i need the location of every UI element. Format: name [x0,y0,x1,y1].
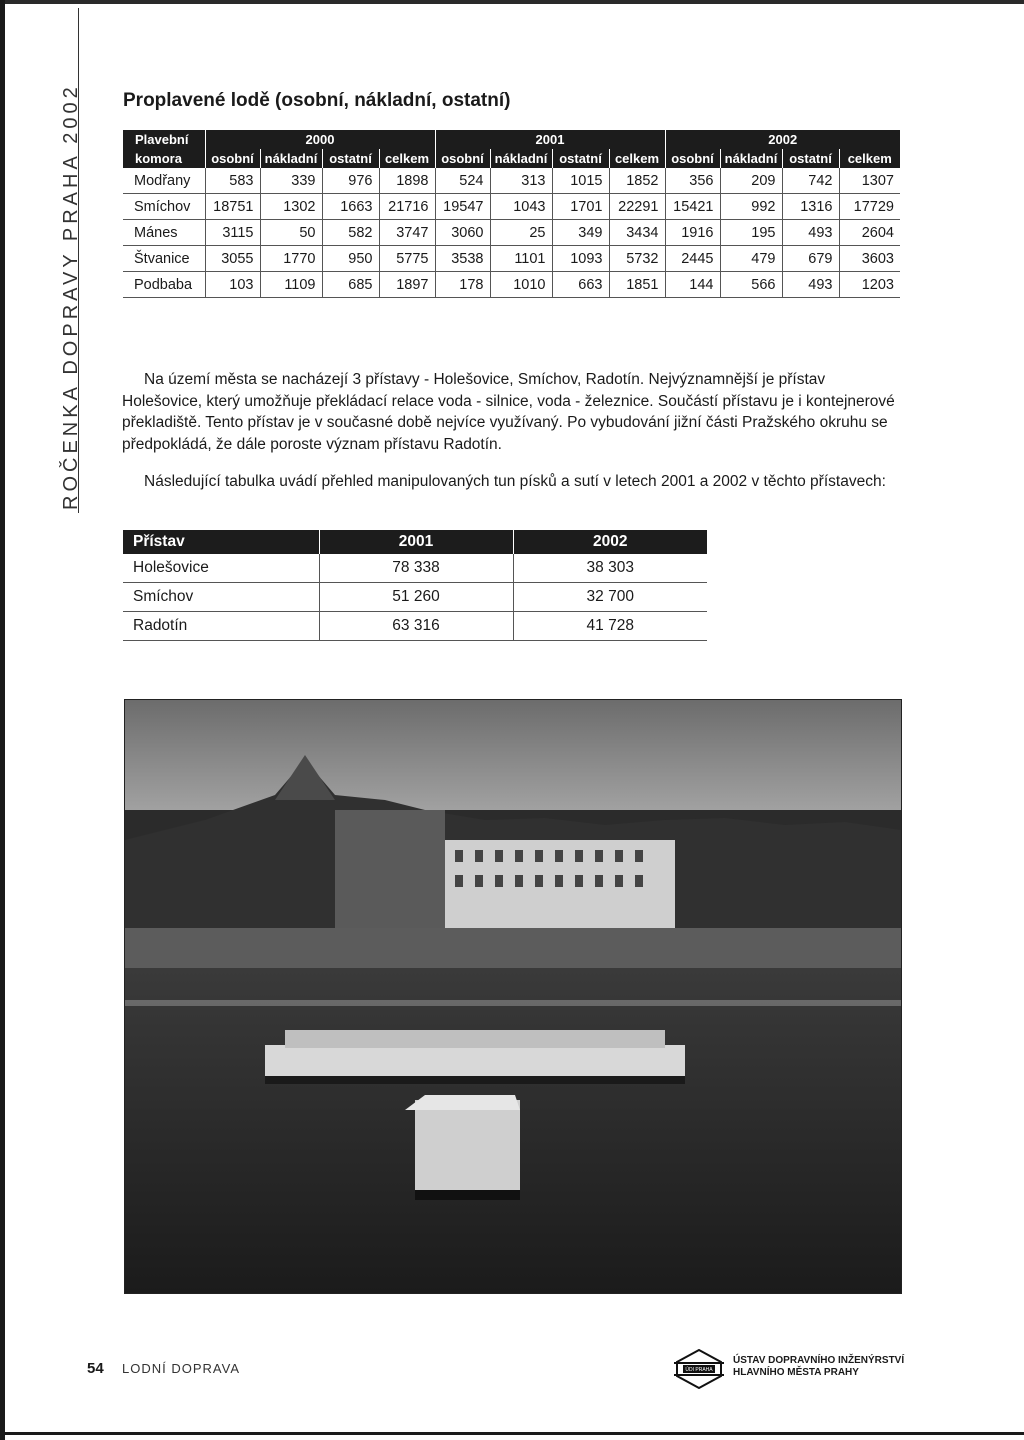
ports-header-row [123,530,707,554]
column-header: osobní [205,149,260,168]
column-header: celkem [609,149,665,168]
port-name: Smíchov [123,583,319,612]
bottom-rule [0,1432,1024,1435]
table-cell: 1010 [490,272,552,298]
table-cell: 178 [435,272,490,298]
year-header: 2000 [205,130,435,149]
ships-table [123,130,900,298]
table-cell: 1109 [260,272,322,298]
udi-logo-icon [674,1349,724,1389]
port-name: Holešovice [123,554,319,583]
table-cell: 209 [720,168,782,194]
organization-name [733,1355,904,1379]
row-label: Štvanice [123,246,205,272]
table-cell: 3115 [205,220,260,246]
table-cell: 1302 [260,194,322,220]
section-name: LODNÍ DOPRAVA [122,1361,240,1376]
table-cell: 5775 [379,246,435,272]
column-header: 2001 [319,530,513,554]
table-cell: 3603 [839,246,900,272]
table-cell: 1101 [490,246,552,272]
table-cell: 976 [322,168,379,194]
svg-text:ÚDI PRAHA: ÚDI PRAHA [685,1367,713,1373]
table-cell: 583 [205,168,260,194]
year-header: 2002 [665,130,900,149]
table-row [123,583,707,612]
column-header: nákladní [260,149,322,168]
table-cell: 51 260 [319,583,513,612]
column-header: nákladní [490,149,552,168]
table-cell: 32 700 [513,583,707,612]
table-cell: 685 [322,272,379,298]
column-header: osobní [435,149,490,168]
column-header: Přístav [123,530,319,554]
left-edge [0,0,5,1440]
port-name: Radotín [123,612,319,641]
row-label: Smíchov [123,194,205,220]
column-header: celkem [379,149,435,168]
column-header: ostatní [552,149,609,168]
table-cell: 566 [720,272,782,298]
table-cell: 1307 [839,168,900,194]
table-row [123,554,707,583]
table-cell: 742 [782,168,839,194]
table-cell: 144 [665,272,720,298]
table-cell: 19547 [435,194,490,220]
column-header: osobní [665,149,720,168]
org-line-2: HLAVNÍHO MĚSTA PRAHY [733,1367,859,1378]
table-cell: 663 [552,272,609,298]
table-cell: 313 [490,168,552,194]
table-row [123,246,900,272]
table-cell: 3060 [435,220,490,246]
table-cell: 3538 [435,246,490,272]
table-cell: 2604 [839,220,900,246]
table-cell: 18751 [205,194,260,220]
table-cell: 38 303 [513,554,707,583]
table-cell: 50 [260,220,322,246]
table-cell: 195 [720,220,782,246]
table-cell: 1203 [839,272,900,298]
table-cell: 479 [720,246,782,272]
row-label: Modřany [123,168,205,194]
ports-table [123,530,707,641]
table-cell: 3434 [609,220,665,246]
column-header-row [123,149,900,168]
table-cell: 1015 [552,168,609,194]
table-cell: 339 [260,168,322,194]
table-cell: 950 [322,246,379,272]
table-cell: 1897 [379,272,435,298]
table-cell: 41 728 [513,612,707,641]
table-cell: 3747 [379,220,435,246]
table-cell: 22291 [609,194,665,220]
table-cell: 2445 [665,246,720,272]
column-header: nákladní [720,149,782,168]
table-cell: 1898 [379,168,435,194]
table-row [123,194,900,220]
org-line-1: ÚSTAV DOPRAVNÍHO INŽENÝRSTVÍ [733,1355,905,1366]
table-cell: 1701 [552,194,609,220]
table-cell: 21716 [379,194,435,220]
row-label: Podbaba [123,272,205,298]
table-row [123,612,707,641]
paragraph-ports: Na území města se nacházejí 3 přístavy - Holešovice, Smíchov, Radotín. Nejvýznamnější je přístav Holešovice, který umožňuje překládací relace voda - silnice, voda - železnice. Součástí přístavu je i kontejnerové překladiště. Tento přístav je v současné době nejvíce využívaný. Po vybudování jižní části Pražského okruhu se předpokládá, že dále poroste význam přístavu Radotín. [122,371,895,453]
table-cell: 63 316 [319,612,513,641]
top-border [0,0,1024,4]
table-cell: 5732 [609,246,665,272]
table-cell: 1852 [609,168,665,194]
table-cell: 15421 [665,194,720,220]
header-label-2: komora [123,149,205,168]
table-row [123,272,900,298]
header-label-1: Plavební [123,130,205,149]
page-number: 54 [87,1360,104,1377]
table-cell: 25 [490,220,552,246]
table-cell: 1043 [490,194,552,220]
year-header: 2001 [435,130,665,149]
table-cell: 1663 [322,194,379,220]
table-cell: 3055 [205,246,260,272]
table1-title: Proplavené lodě (osobní, nákladní, ostatní) [123,90,511,111]
table-cell: 356 [665,168,720,194]
table-cell: 17729 [839,194,900,220]
row-label: Mánes [123,220,205,246]
table-cell: 1851 [609,272,665,298]
table-cell: 1316 [782,194,839,220]
column-header: celkem [839,149,900,168]
table-cell: 1770 [260,246,322,272]
table-row [123,168,900,194]
table-cell: 679 [782,246,839,272]
table-cell: 1916 [665,220,720,246]
table-cell: 582 [322,220,379,246]
side-title: ROČENKA DOPRAVY PRAHA 2002 [60,83,82,510]
table-cell: 992 [720,194,782,220]
year-header-row [123,130,900,149]
table-cell: 78 338 [319,554,513,583]
table-cell: 1093 [552,246,609,272]
column-header: ostatní [782,149,839,168]
column-header: ostatní [322,149,379,168]
table-row [123,220,900,246]
paragraph-table-intro: Následující tabulka uvádí přehled manipulovaných tun písků a sutí v letech 2001 a 2002 v těchto přístavech: [144,473,886,490]
table-cell: 349 [552,220,609,246]
column-header: 2002 [513,530,707,554]
table-cell: 103 [205,272,260,298]
table-cell: 493 [782,272,839,298]
table-cell: 493 [782,220,839,246]
table-cell: 524 [435,168,490,194]
river-photo [124,699,902,1294]
